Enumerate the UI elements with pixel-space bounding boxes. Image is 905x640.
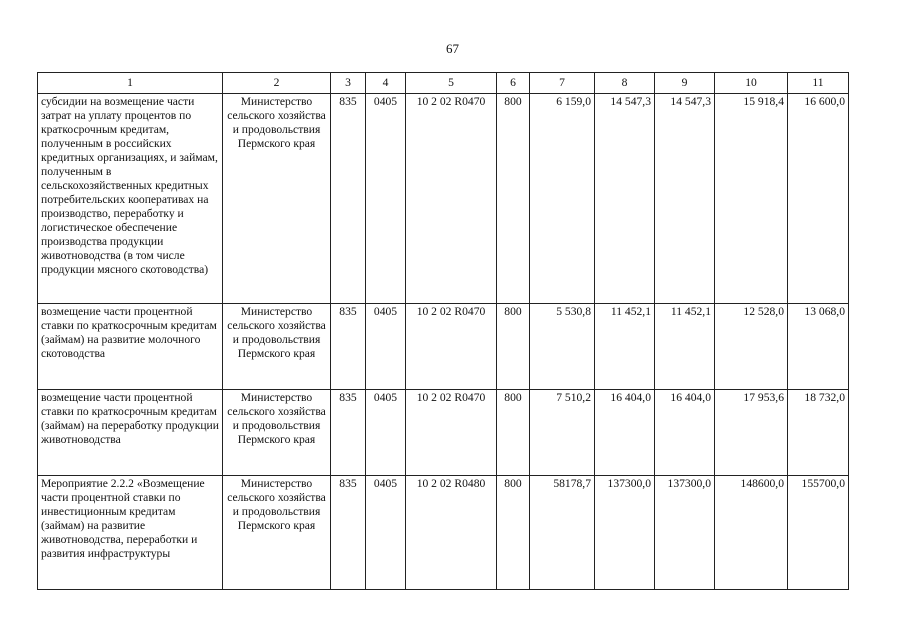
row-c11: 13 068,0 — [788, 304, 849, 390]
row-c6: 800 — [497, 476, 530, 590]
column-header-8: 8 — [595, 73, 655, 94]
row-c11: 18 732,0 — [788, 390, 849, 476]
row-c4: 0405 — [366, 304, 406, 390]
table-header-row — [38, 73, 849, 94]
row-c7: 58178,7 — [530, 476, 595, 590]
row-c3: 835 — [331, 94, 366, 304]
row-c10: 12 528,0 — [715, 304, 788, 390]
row-c8: 16 404,0 — [595, 390, 655, 476]
row-c6: 800 — [497, 94, 530, 304]
row-c9: 14 547,3 — [655, 94, 715, 304]
row-description: возмещение части процентной ставки по краткосрочным кредитам (займам) на переработку продукции животноводства — [38, 390, 223, 476]
column-header-3: 3 — [331, 73, 366, 94]
row-c11: 155700,0 — [788, 476, 849, 590]
row-c8: 14 547,3 — [595, 94, 655, 304]
row-c3: 835 — [331, 476, 366, 590]
row-organization: Министерство сельского хозяйства и продовольствия Пермского края — [223, 390, 331, 476]
row-c5: 10 2 02 R0480 — [406, 476, 497, 590]
row-c4: 0405 — [366, 390, 406, 476]
column-header-2: 2 — [223, 73, 331, 94]
row-c7: 7 510,2 — [530, 390, 595, 476]
table-row — [38, 390, 849, 476]
column-header-5: 5 — [406, 73, 497, 94]
page-number: 67 — [446, 41, 459, 56]
row-organization: Министерство сельского хозяйства и продовольствия Пермского края — [223, 94, 331, 304]
budget-table — [37, 72, 849, 590]
row-c11: 16 600,0 — [788, 94, 849, 304]
table-row — [38, 476, 849, 590]
row-c9: 11 452,1 — [655, 304, 715, 390]
row-c4: 0405 — [366, 476, 406, 590]
row-c8: 137300,0 — [595, 476, 655, 590]
column-header-10: 10 — [715, 73, 788, 94]
row-c7: 6 159,0 — [530, 94, 595, 304]
row-c5: 10 2 02 R0470 — [406, 94, 497, 304]
row-c3: 835 — [331, 304, 366, 390]
row-c7: 5 530,8 — [530, 304, 595, 390]
column-header-11: 11 — [788, 73, 849, 94]
row-c5: 10 2 02 R0470 — [406, 304, 497, 390]
row-c10: 17 953,6 — [715, 390, 788, 476]
row-description: возмещение части процентной ставки по краткосрочным кредитам (займам) на развитие молочного скотоводства — [38, 304, 223, 390]
table-row — [38, 304, 849, 390]
row-c8: 11 452,1 — [595, 304, 655, 390]
row-description: Мероприятие 2.2.2 «Возмещение части процентной ставки по инвестиционным кредитам (займам) на развитие животноводства, переработки и развития инфраструктуры — [38, 476, 223, 590]
column-header-1: 1 — [38, 73, 223, 94]
table-row — [38, 94, 849, 304]
column-header-9: 9 — [655, 73, 715, 94]
column-header-6: 6 — [497, 73, 530, 94]
column-header-4: 4 — [366, 73, 406, 94]
row-c9: 137300,0 — [655, 476, 715, 590]
row-c4: 0405 — [366, 94, 406, 304]
row-c5: 10 2 02 R0470 — [406, 390, 497, 476]
column-header-7: 7 — [530, 73, 595, 94]
row-c10: 148600,0 — [715, 476, 788, 590]
row-c3: 835 — [331, 390, 366, 476]
row-organization: Министерство сельского хозяйства и продовольствия Пермского края — [223, 476, 331, 590]
row-c10: 15 918,4 — [715, 94, 788, 304]
row-c9: 16 404,0 — [655, 390, 715, 476]
row-c6: 800 — [497, 304, 530, 390]
row-organization: Министерство сельского хозяйства и продовольствия Пермского края — [223, 304, 331, 390]
row-description: субсидии на возмещение части затрат на уплату процентов по краткосрочным кредитам, полученным в российских кредитных организациях, и займам, полученным в сельскохозяйственных кредитных потребительских кооперативах на производство, переработку и логистическое обеспечение производства продукции животноводства (в том числе продукции мясного скотоводства) — [38, 94, 223, 304]
row-c6: 800 — [497, 390, 530, 476]
